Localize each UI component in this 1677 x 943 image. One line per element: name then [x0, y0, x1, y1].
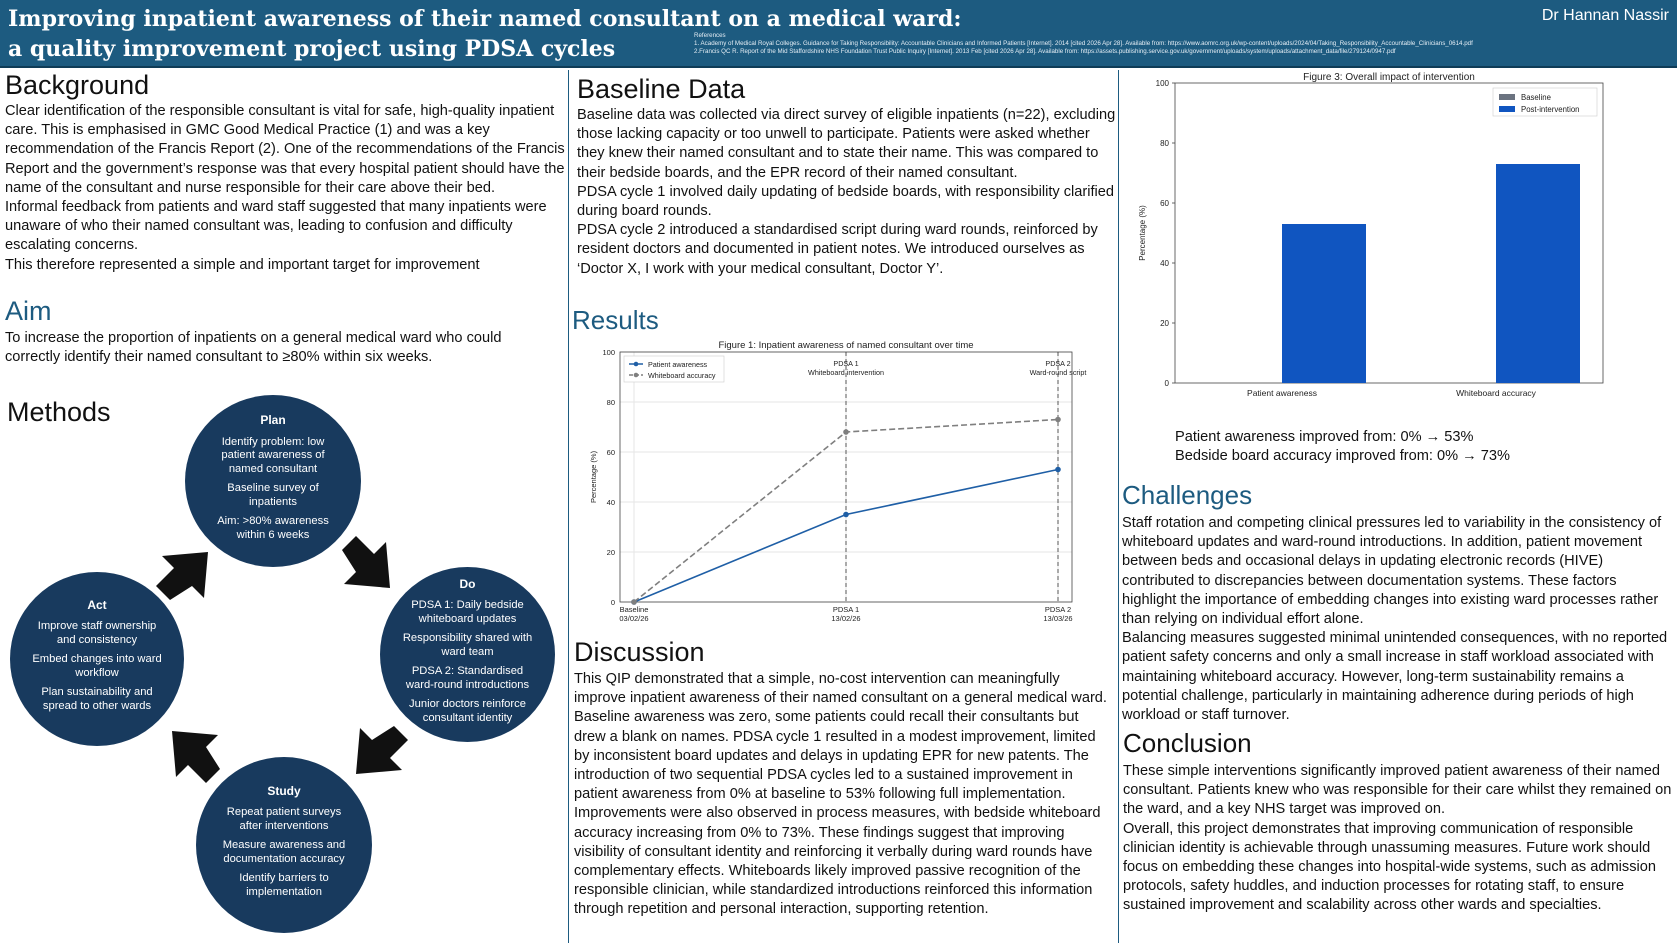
- act-item: Embed changes into ward workflow: [32, 653, 162, 679]
- y-tick-label: 0: [610, 598, 615, 607]
- references: [694, 32, 1674, 56]
- conclusion-paragraph-1: These simple interventions significantly improved patient awareness of their named consultant. Patients knew who was responsible for their care whilst they remained on the ward, and a key NHS target was improved on.: [1123, 763, 1672, 818]
- legend-marker: [634, 362, 639, 367]
- conclusion-text: [1123, 762, 1673, 916]
- study-item: Repeat patient surveys after interventions: [226, 806, 342, 832]
- y-tick-label: 20: [606, 548, 615, 557]
- plan-item: Identify problem: low patient awareness of named consultant: [221, 435, 325, 475]
- background-text: [5, 102, 565, 275]
- pdsa-plan-circle: [185, 395, 361, 567]
- pdsa-study-circle: [196, 757, 372, 933]
- y-tick-label: 20: [1160, 319, 1169, 328]
- x-tick-label: PDSA 1: [832, 605, 860, 614]
- y-tick-label: 40: [1160, 259, 1169, 268]
- y-tick-label: 80: [606, 398, 615, 407]
- data-point: [843, 512, 849, 518]
- baseline-paragraph-3: PDSA cycle 2 introduced a standardised script during ward rounds, reinforced by resident doctors and documented in patient notes. We introduced ourselves as ‘Doctor X, I work with your medical consultant, Doctor Y’.: [577, 222, 1098, 277]
- y-axis-label: Percentage (%): [589, 450, 598, 504]
- x-tick-label: Baseline: [619, 605, 649, 614]
- column-divider-2: [1118, 70, 1119, 943]
- references-label: References: [694, 32, 726, 39]
- figure-3-bar-chart: [1125, 68, 1625, 428]
- conclusion-paragraph-2: Overall, this project demonstrates that improving communication of responsible clinician identity is achievable through unassuming measures. Future work should focus on embedding these changes into hospital-wide systems, such as admission protocols, safety huddles, and induction processes for rotating staff, to ensure sustained improvement and scalability across other wards and specialties.: [1123, 820, 1656, 914]
- legend-label: Baseline: [1521, 93, 1551, 102]
- annotation-label: Ward-round script: [1029, 368, 1087, 377]
- x-tick-label: Patient awareness: [1247, 388, 1317, 398]
- plan-item: Aim: >80% awareness within 6 weeks: [217, 515, 329, 541]
- aim-text: To increase the proportion of inpatients on a general medical ward who could correctly identify their named consultant to ≥80% within six weeks.: [5, 330, 502, 366]
- arrow-study-to-act-icon: [168, 727, 224, 783]
- study-item: Measure awareness and documentation accuracy: [222, 839, 346, 865]
- do-item: PDSA 1: Daily bedside whiteboard updates: [411, 599, 524, 625]
- challenges-heading: Challenges: [1122, 480, 1253, 510]
- study-title: Study: [267, 783, 301, 798]
- study-item: Identify barriers to implementation: [239, 872, 329, 898]
- legend-swatch: [1499, 106, 1515, 112]
- x-tick-label: 13/02/26: [831, 614, 861, 623]
- impact-line-2: Bedside board accuracy improved from: 0% → 73%: [1175, 448, 1511, 465]
- y-tick-label: 40: [606, 498, 615, 507]
- y-tick-label: 100: [1155, 79, 1169, 88]
- annotation-label: PDSA 1: [833, 359, 859, 368]
- y-tick-label: 80: [1160, 139, 1169, 148]
- arrow-do-to-study-icon: [352, 722, 408, 778]
- do-title: Do: [459, 576, 476, 591]
- poster-header: [0, 0, 1677, 68]
- annotation-label: Whiteboard intervention: [808, 368, 884, 377]
- challenges-paragraph-2: Balancing measures suggested minimal unintended consequences, with no reported patient safety concerns and only a small increase in staff workload associated with maintaining whiteboard accuracy. However, long-term sustainability remains a potential challenge, particularly in maintaining adherence during periods of high workload or staff turnover.: [1122, 630, 1668, 724]
- figure-1-title: Figure 1: Inpatient awareness of named consultant over time: [718, 340, 974, 351]
- y-tick-label: 60: [1160, 199, 1169, 208]
- baseline-data-text: [577, 106, 1117, 279]
- figure-1-legend: [624, 356, 724, 382]
- x-tick-label: PDSA 2: [1044, 605, 1072, 614]
- x-tick-label: 03/02/26: [619, 614, 649, 623]
- data-point: [1055, 417, 1061, 423]
- do-item: PDSA 2: Standardised ward-round introductions: [405, 665, 530, 691]
- aim-heading: Aim: [5, 296, 52, 326]
- background-paragraph-1: Clear identification of the responsible consultant is vital for safe, high-quality inpatient care. This is emphasised in GMC Good Medical Practice (1) and was a key recommendation of the Francis Report (2). One of the recommendations of the Francis Report and the government’s response was that every hospital patient should have the name of the consultant and nurse responsible for their care above their bed.: [5, 103, 565, 196]
- legend-label: Post-intervention: [1521, 105, 1580, 114]
- reference-2: 2.Francis QC R. Report of the Mid Staffordshire NHS Foundation Trust Public Inquiry [Internet]. 2013 Feb [cited 2026 Apr 28]. Available from: https://assets.publishing.service.gov.uk/government/uploads/system/uploads/attachment_data/file/279124/0947.pdf: [694, 48, 1396, 55]
- bar: [1282, 224, 1366, 383]
- impact-summary: [1175, 428, 1655, 466]
- column-divider-1: [568, 70, 569, 943]
- plan-title: Plan: [260, 413, 286, 427]
- legend-marker: [634, 373, 639, 378]
- baseline-data-heading: Baseline Data: [577, 74, 746, 104]
- figure-3-legend: [1493, 88, 1597, 116]
- act-item: Improve staff ownership and consistency: [37, 620, 157, 646]
- act-item: Plan sustainability and spread to other wards: [41, 686, 153, 712]
- y-tick-label: 60: [606, 448, 615, 457]
- x-tick-label: 13/03/26: [1043, 614, 1073, 623]
- background-paragraph-2: Informal feedback from patients and ward staff suggested that many inpatients were unaware of who their named consultant was, leading to confusion and difficulty escalating concerns.: [5, 199, 547, 254]
- y-axis-label: Percentage (%): [1138, 205, 1147, 261]
- arrow-plan-to-do-icon: [338, 536, 394, 592]
- y-tick-label: 100: [602, 348, 615, 357]
- discussion-text: This QIP demonstrated that a simple, no-cost intervention can meaningfully improve inpatient awareness of their named consultant on a general medical ward. Baseline awareness was zero, some patients could recall their consultants but drew a blank on names. PDSA cycle 1 resulted in a modest improvement, limited by inconsistent board updates and delays in updating EPR for new patents. The introduction of two sequential PDSA cycles led to a sustained improvement in patient awareness from 0% at baseline to 53% following full implementation. Improvements were also observed in process measures, with bedside whiteboard accuracy increasing from 0% to 73%. These findings suggest that improving visibility of consultant identity and reinforcing it verbally during ward rounds have complementary effects. Whiteboards likely improved passive recognition of the responsible clinician, while standardized introductions reinforced this information through repetition and personal interaction, supporting retention.: [574, 671, 1107, 918]
- data-point: [631, 599, 637, 605]
- bar: [1496, 164, 1580, 383]
- x-tick-label: Whiteboard accuracy: [1456, 388, 1536, 398]
- legend-swatch: [1499, 94, 1515, 100]
- poster-title-line-1: Improving inpatient awareness of their named consultant on a medical ward:: [8, 6, 962, 32]
- annotation-label: PDSA 2: [1045, 359, 1071, 368]
- do-item: Responsibility shared with ward team: [402, 632, 533, 658]
- methods-heading: Methods: [7, 397, 111, 427]
- poster-title-line-2: a quality improvement project using PDSA cycles: [8, 36, 616, 62]
- background-paragraph-3: This therefore represented a simple and important target for improvement: [5, 256, 480, 273]
- legend-label: Patient awareness: [648, 360, 708, 369]
- conclusion-heading: Conclusion: [1123, 728, 1252, 758]
- arrow-act-to-plan-icon: [156, 548, 212, 604]
- y-tick-label: 0: [1164, 379, 1169, 388]
- do-item: Junior doctors reinforce consultant identity: [409, 698, 526, 724]
- reference-1: 1. Academy of Medical Royal Colleges. Guidance for Taking Responsibility: Accountable Clinicians and Informed Patients [Internet]. 2014 [cited 2026 Apr 28]. Available from: https://www.aomrc.org.uk/wp-content/uploads/2024/04/Taking_Responsibility_Accountable_Clinicians_0614.pdf: [694, 40, 1473, 47]
- plan-item: Baseline survey of inpatients: [227, 482, 319, 508]
- figure-3-title: Figure 3: Overall impact of intervention: [1303, 72, 1475, 83]
- baseline-paragraph-2: PDSA cycle 1 involved daily updating of bedside boards, with responsibility clarified during board rounds.: [577, 183, 1115, 220]
- discussion-heading: Discussion: [574, 637, 705, 667]
- author-name: Dr Hannan Nassir: [1541, 7, 1669, 24]
- data-point: [843, 429, 849, 435]
- results-heading: Results: [572, 305, 659, 335]
- background-heading: Background: [5, 70, 150, 100]
- legend-label: Whiteboard accuracy: [648, 371, 716, 380]
- act-title: Act: [87, 597, 107, 612]
- baseline-paragraph-1: Baseline data was collected via direct survey of eligible inpatients (n=22), excluding those lacking capacity or too unwell to participate. Patients were asked whether they knew their named consultant and to state their name. This was compared to their bedside boards, and the EPR record of their named consultant.: [577, 107, 1116, 181]
- pdsa-do-circle: [380, 567, 555, 742]
- data-point: [1055, 467, 1061, 473]
- challenges-paragraph-1: Staff rotation and competing clinical pressures led to variability in the consistency of whiteboard updates and ward-round introductions. In addition, patient movement between beds and occasional delays in updating electronic records (HIVE) contributed to discrepancies between documentation systems. These factors highlight the importance of embedding changes into existing ward processes rather than relying on individual effort alone.: [1122, 515, 1662, 628]
- figure-1-line-chart: [578, 337, 1098, 647]
- impact-line-1: Patient awareness improved from: 0% → 53%: [1175, 429, 1474, 445]
- challenges-text: [1122, 514, 1672, 725]
